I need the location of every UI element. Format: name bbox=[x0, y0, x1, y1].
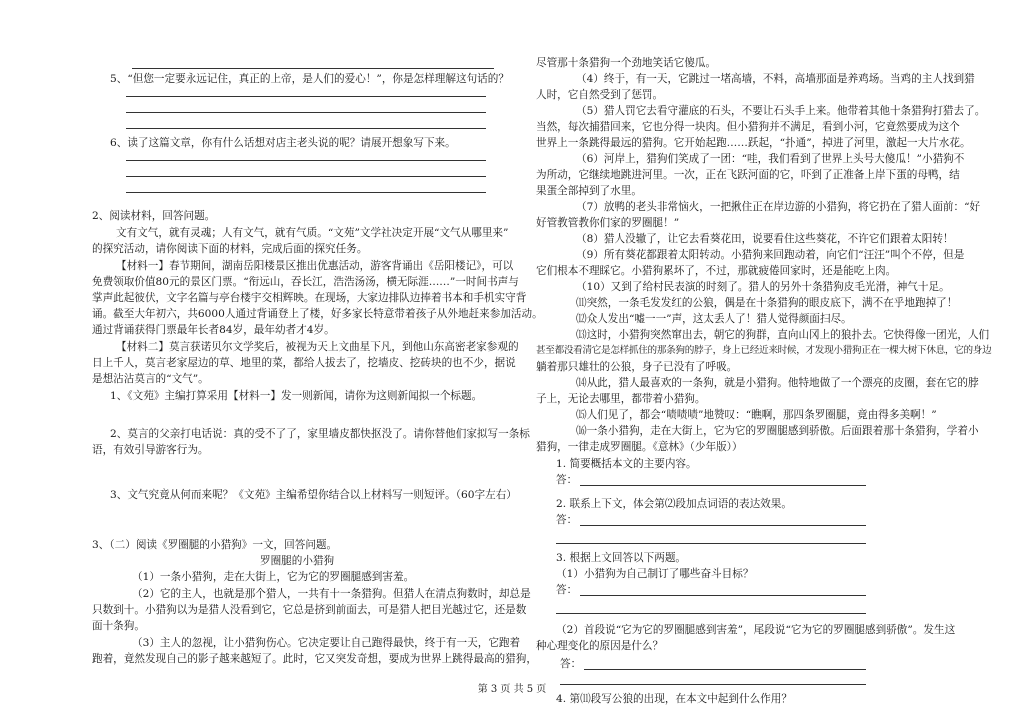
paragraph-line: （9）所有葵花都跟着太阳转动。小猎狗来回跑动着，向它们“汪汪”叫个不停，但是 bbox=[576, 249, 965, 261]
paragraph-line: 面十条狗。 bbox=[92, 620, 145, 632]
answer-line bbox=[126, 128, 486, 129]
question-5: 5、“但您一定要永远记住，真正的上帝，是人们的爱心！”，你是怎样理解这句话的？ bbox=[110, 73, 509, 85]
paragraph-line: 语，有效引导游客行为。 bbox=[92, 444, 209, 456]
section-heading: 3、（二）阅读《罗圈腿的小猎狗》一文，回答问题。 bbox=[92, 539, 338, 551]
sub-question-2: 2、莫言的父亲打电话说：真的受不了了，家里墙皮都快抠没了。请你替他们家拟写一条标 bbox=[110, 428, 530, 440]
paragraph-line: （1）一条小猎狗，走在大街上，它为它的罗圈腿感到害羞。 bbox=[132, 571, 415, 583]
paragraph-line: （5）猎人罚它去看守灌底的石头，不要让石头手上来。他带着其他十条猎狗打猎去了。 bbox=[576, 105, 986, 117]
answer-line bbox=[584, 669, 866, 670]
paragraph-line: 日上千人，莫言老家屋边的草、地里的菜，都给人拔去了，挖墙皮、挖砖块的也不少，据说 bbox=[92, 357, 516, 369]
paragraph-line: 种心理变化的原因是什么？ bbox=[536, 640, 664, 652]
paragraph-line: ⒁从此，猎人最喜欢的一条狗，就是小猎狗。他特地做了一个漂亮的皮圈，套在它的脖 bbox=[576, 377, 979, 389]
paragraph-line: 尽管那十条猎狗一个劲地笑话它傻瓜。 bbox=[536, 57, 717, 69]
answer-label: 答： bbox=[556, 514, 578, 526]
paragraph-line: （2）它的主人，也就是那个猎人，一共有十一条猎狗。但猎人在清点狗数时，却总是 bbox=[132, 588, 531, 600]
answer-line bbox=[580, 595, 866, 596]
answer-line bbox=[126, 96, 486, 97]
paragraph-line: 甚至都没看清它是怎样抓住的那条狗的脖子，身上已经近来时候，才发现小猎狗正在一棵大树下休息，它的身边 bbox=[536, 345, 992, 356]
article-title: 罗圈腿的小猎狗 bbox=[260, 555, 335, 567]
paragraph-line: 人时，它自然受到了惩罚。 bbox=[536, 89, 664, 101]
paragraph-line: 文有文气，就有灵魂；人有文气，就有气质。“文苑”文学社决定开展“文气从哪里来” bbox=[116, 227, 509, 239]
paragraph-line: 子上，无论去哪里，都带着小猎狗。 bbox=[536, 393, 706, 405]
answer-label: 答： bbox=[556, 474, 578, 486]
question-1: 1. 简要概括本文的主要内容。 bbox=[556, 458, 697, 470]
question-4: 4. 第⑾段写公狼的出现，在本文中起到什么作用？ bbox=[556, 693, 792, 705]
question-2: 2. 联系上下文，体会第⑵段加点词语的表达效果。 bbox=[556, 498, 792, 510]
page-footer: 第 3 页 共 5 页 bbox=[477, 684, 547, 695]
paragraph-line: 躺着那只雄壮的公狼，身子已没有了呼吸。 bbox=[536, 361, 738, 373]
question-3-2: （2）首段说“它为它的罗圈腿感到害羞”，尾段说“它为它的罗圈腿感到骄傲”。发生这 bbox=[556, 624, 956, 636]
section-heading: 2、阅读材料，回答问题。 bbox=[92, 210, 216, 222]
paragraph-line: 的探究活动，请你阅读下面的材料，完成后面的探究任务。 bbox=[92, 243, 368, 255]
paragraph-line: 是想沾沾莫言的“文气”。 bbox=[92, 373, 209, 385]
answer-line bbox=[126, 112, 486, 113]
answer-line bbox=[580, 485, 866, 486]
paragraph-line: 通过背诵获得门票最年长者84岁，最年幼者才4岁。 bbox=[92, 324, 335, 336]
answer-label: 答： bbox=[556, 584, 578, 596]
paragraph-line: （7）放鸭的老头非常恼火，一把揪住正在岸边游的小猎狗，将它扔在了猎人面前：“好 bbox=[576, 201, 981, 213]
paragraph-line: （8）猎人没辙了，让它去看葵花田，说要看住这些葵花，不许它们跟着太阳转！ bbox=[576, 233, 954, 245]
paragraph-line: 只数到十。小猎狗以为是猎人没看到它，它总是挤到前面去，可是猎人把目光越过它，还是数 bbox=[92, 604, 527, 616]
answer-line bbox=[126, 176, 486, 177]
paragraph-line: 【材料二】莫言获诺贝尔文学奖后，被视为天上文曲星下凡，到他山东高密老家参观的 bbox=[116, 341, 519, 353]
question-3: 3. 根据上文回答以下两题。 bbox=[556, 552, 687, 564]
paragraph-line: ⒂人们见了，都会“啧啧啧”地赞叹：“瞧啊，那四条罗圈腿，竟由得多美啊！” bbox=[576, 409, 937, 421]
paragraph-line: 世界上一条跳得最远的猎狗。它开始起跑……跃起，“扑通”，掉进了河里，激起一大片水花。 bbox=[536, 137, 971, 149]
paragraph-line: 诵。截至大年初六，共6000人通过背诵登上了楼，好多家长特意带着孩子从外地赶来参加活动。 bbox=[92, 308, 543, 320]
paragraph-line: 为所动，它继续地跳进河里。一次，正在飞跃河面的它，吓到了正准备上岸下蛋的母鸭，结 bbox=[536, 169, 960, 181]
paragraph-line: （6）河岸上，猎狗们笑成了一团：“哇，我们看到了世界上头号大傻瓜！”小猎狗不 bbox=[576, 153, 965, 165]
answer-label: 答： bbox=[560, 658, 582, 670]
paragraph-line: ⑾突然，一条毛发发红的公狼，偶是在十条猎狗的眼皮底下，满不在乎地跑掉了！ bbox=[576, 297, 958, 309]
paragraph-line: （3）主人的忽视，让小猎狗伤心。它决定要让自己跑得最快，终于有一天，它跑着 bbox=[132, 637, 521, 649]
sub-question-1: 1、《文苑》主编打算采用【材料一】发一则新闻，请你为这则新闻拟一个标题。 bbox=[110, 390, 483, 402]
question-6: 6、读了这篇文章，你有什么话想对店主老头说的呢？请展开想象写下来。 bbox=[110, 137, 456, 149]
paragraph-line: ⑿众人发出“嘘一一”声，这太丢人了！猎人觉得颜面扫尽。 bbox=[576, 313, 852, 325]
paragraph-line: （4）终于，有一天，它跳过一堵高墙，不料，高墙那面是养鸡场。当鸡的主人找到猎 bbox=[576, 73, 975, 85]
paragraph-line: 跑着，竟然发现自己的影子越来越短了。此时，它又突发奇想，要成为世界上跳得最高的猎狗， bbox=[92, 653, 537, 665]
paragraph-line: 猎狗，一律走成罗圈腿。《意林》（少年版）） bbox=[536, 441, 743, 453]
paragraph-line: 当然，每次捕猎回来，它也分得一块肉。但小猎狗并不满足，看到小河，它竟然要成为这个 bbox=[536, 121, 960, 133]
answer-line bbox=[126, 160, 486, 161]
paragraph-line: 好管教管教你们家的罗圈腿！” bbox=[536, 217, 680, 229]
answer-line bbox=[132, 68, 494, 69]
paragraph-line: （10）又到了给村民表演的时刻了。猎人的另外十条猎狗皮毛光滑，神气十足。 bbox=[576, 281, 950, 293]
paragraph-line: 果蛋全部掉到了水里。 bbox=[536, 185, 642, 197]
paragraph-line: 它们根本不理睬它。小猎狗累坏了，不过，那就疲倦回家时，还是能吃上肉。 bbox=[536, 265, 897, 277]
paragraph-line: 掌声此起彼伏，文字名篇与亭台楼宇交相辉映。在现场，大家边排队边捧着书本和手机实守背 bbox=[92, 292, 527, 304]
paragraph-line: ⒃一条小猎狗，走在大街上，它为它的罗圈腿感到骄傲。后面跟着那十条猎狗，学着小 bbox=[576, 425, 979, 437]
answer-line bbox=[556, 543, 866, 544]
question-3-1: （1）小猎狗为自己制订了哪些奋斗目标？ bbox=[556, 568, 754, 580]
answer-line bbox=[580, 525, 866, 526]
answer-line bbox=[126, 192, 486, 193]
answer-line bbox=[556, 613, 866, 614]
paragraph-line: 【材料一】春节期间，湖南岳阳楼景区推出优惠活动，游客背诵出《岳阳楼记》，可以 bbox=[116, 260, 514, 272]
paragraph-line: 免费领取价值80元的景区门票。“衔远山，吞长江，浩浩汤汤，横无际涯……”一时间书声与 bbox=[92, 276, 519, 288]
sub-question-3: 3、文气究竟从何而来呢？《文苑》主编希望你结合以上材料写一则短评。（60字左右） bbox=[110, 489, 517, 501]
paragraph-line: ⒀这时，小猎狗突然窜出去，朝它的狗群，直向山冈上的狼扑去。它快得像一团光，人们 bbox=[576, 329, 990, 341]
